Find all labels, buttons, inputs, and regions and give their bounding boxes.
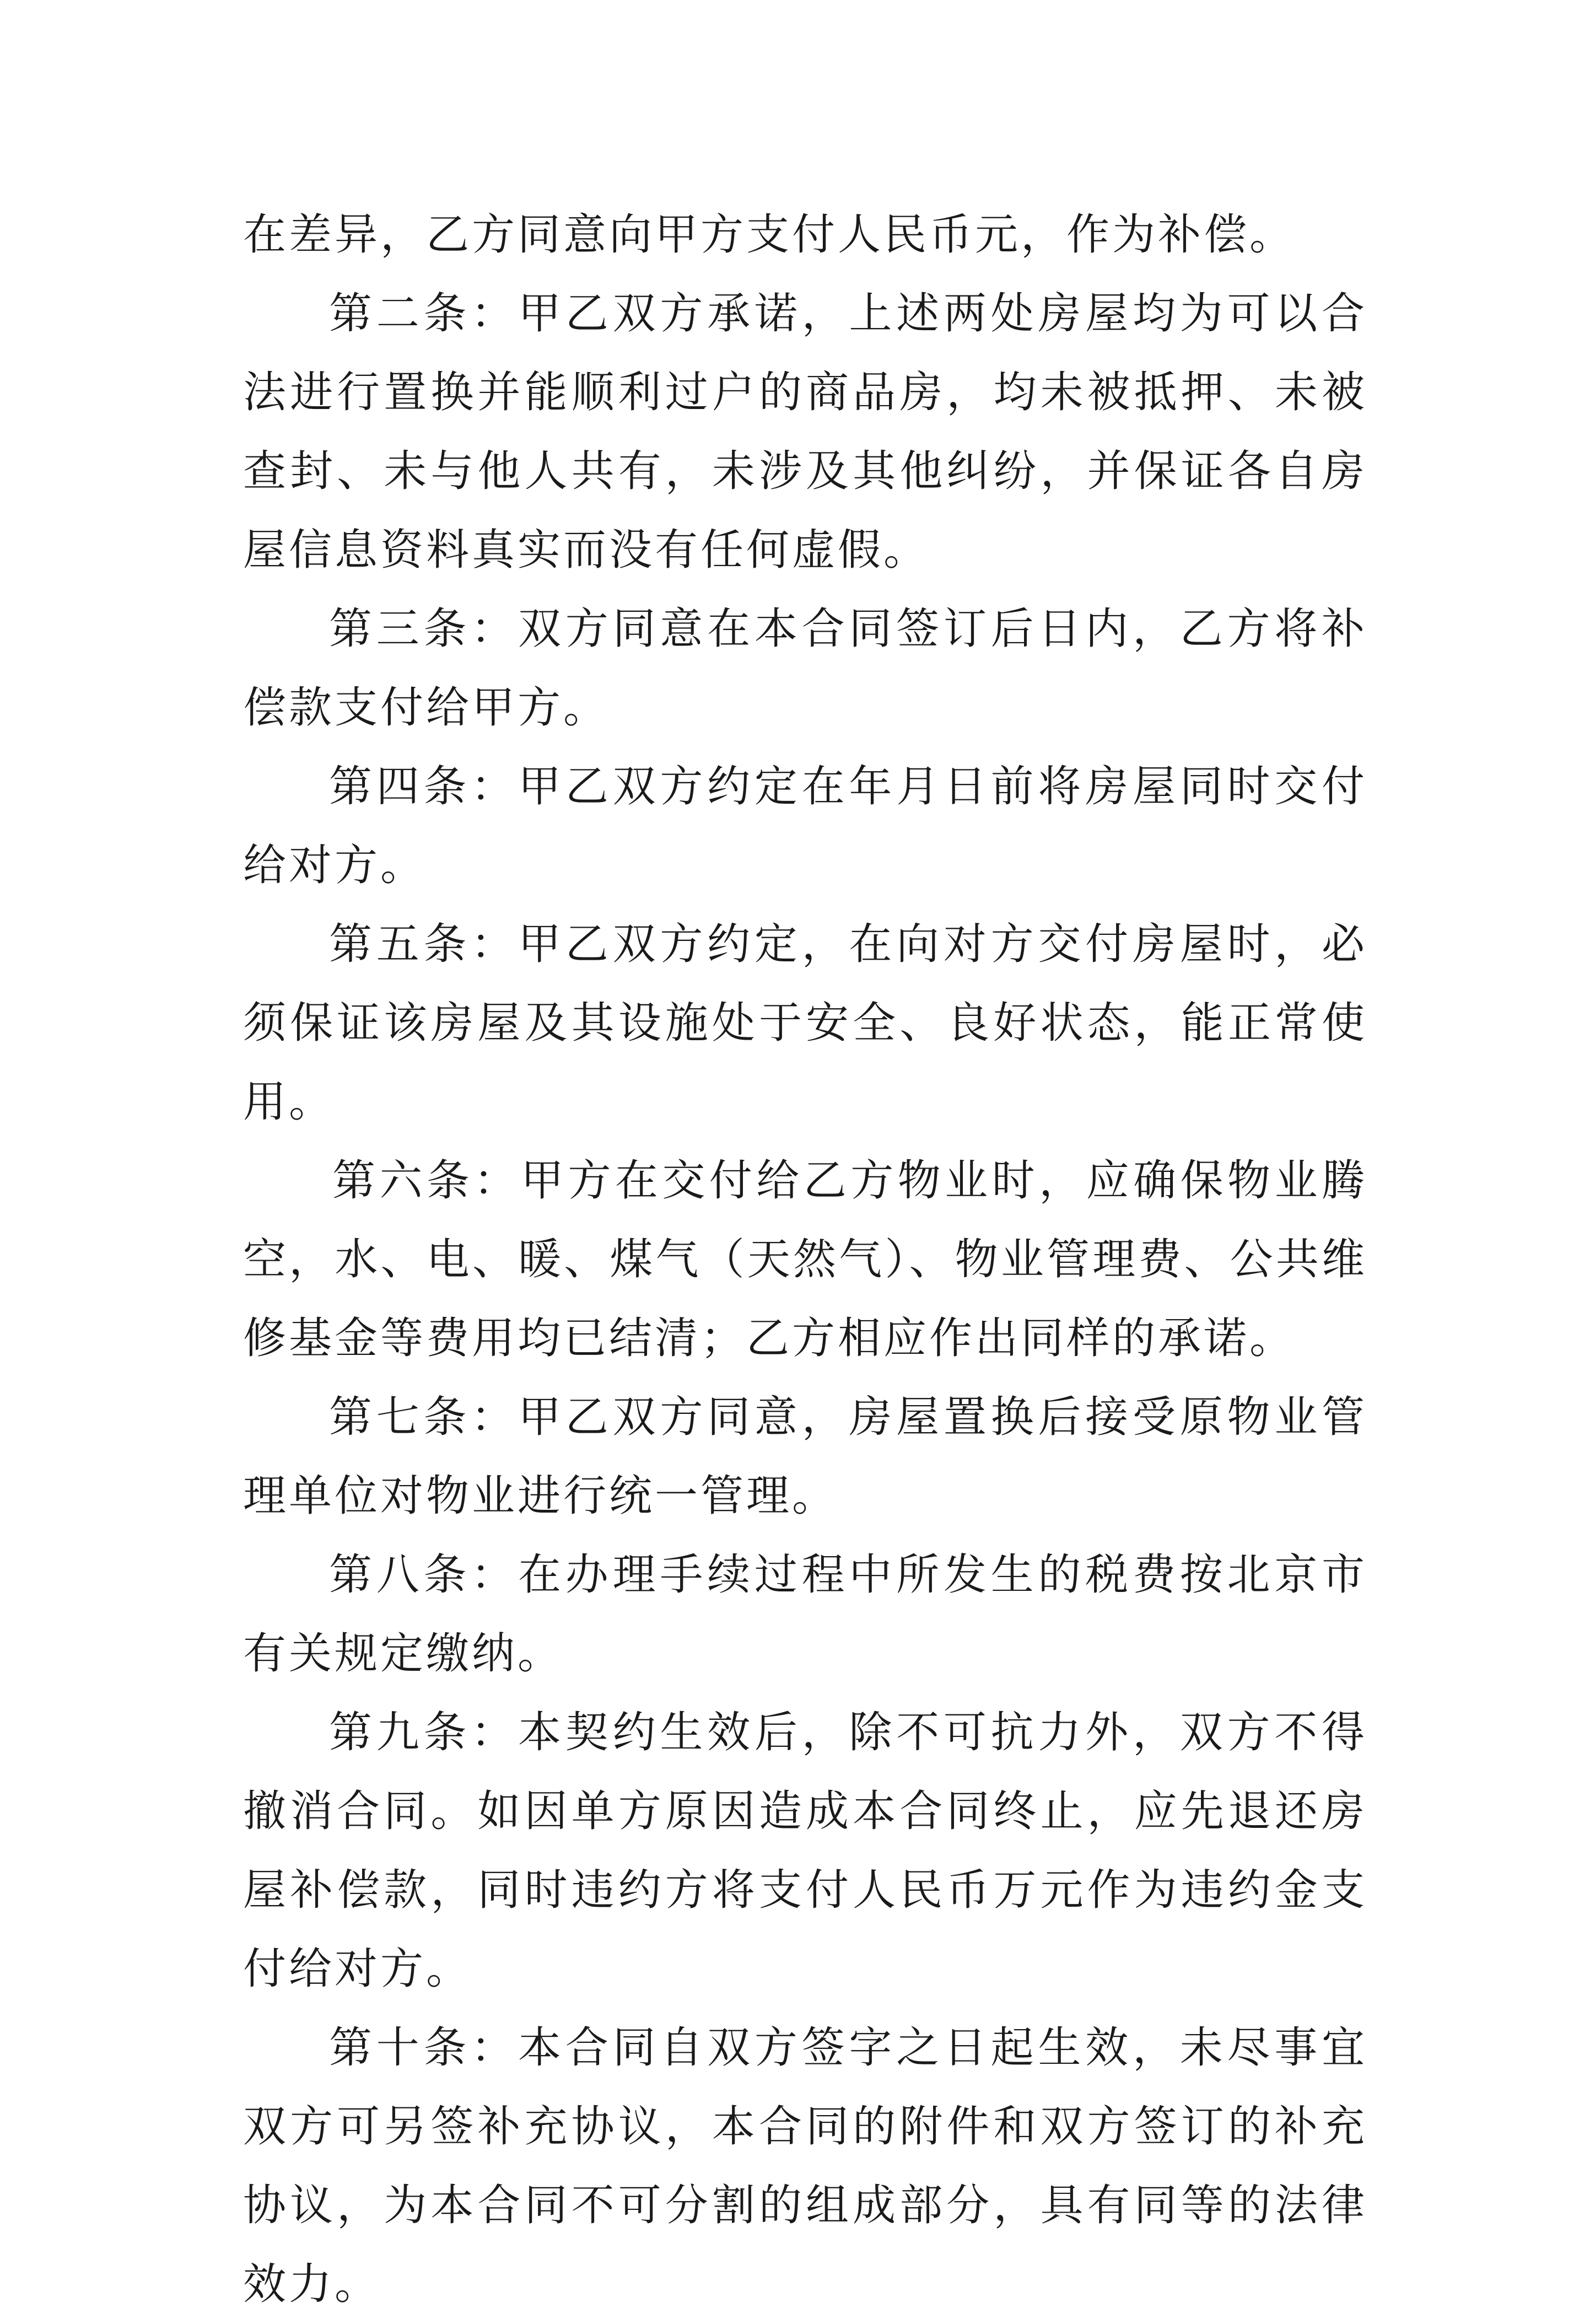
article-8: 第八条：在办理手续过程中所发生的税费按北京市有关规定缴纳。 [243, 1550, 1367, 1679]
article-6: 第六条：甲方在交付给乙方物业时，应确保物业腾空，水、电、暖、煤气（天然气）、物业管理费、公共维修基金等费用均已结清；乙方相应作出同样的承诺。 [243, 1156, 1367, 1363]
contract-body [243, 196, 1367, 2324]
article-5: 第五条：甲乙双方约定，在向对方交付房屋时，必须保证该房屋及其设施处于安全、良好状态，能正常使用。 [243, 919, 1367, 1127]
article-10: 第十条：本合同自双方签字之日起生效，未尽事宜双方可另签补充协议，本合同的附件和双方签订的补充协议，为本合同不可分割的组成部分，具有同等的法律效力。 [243, 2023, 1367, 2309]
article-7: 第七条：甲乙双方同意，房屋置换后接受原物业管理单位对物业进行统一管理。 [243, 1392, 1367, 1521]
article-3: 第三条：双方同意在本合同签订后日内，乙方将补偿款支付给甲方。 [243, 604, 1367, 733]
paragraph-continuation: 在差异，乙方同意向甲方支付人民币元，作为补偿。 [243, 210, 1296, 260]
article-2: 第二条：甲乙双方承诺，上述两处房屋均为可以合法进行置换并能顺利过户的商品房，均未被抵押、未被查封、未与他人共有，未涉及其他纠纷，并保证各自房屋信息资料真实而没有任何虚假。 [243, 289, 1367, 575]
article-4: 第四条：甲乙双方约定在年月日前将房屋同时交付给对方。 [243, 762, 1367, 890]
article-9: 第九条：本契约生效后，除不可抗力外，双方不得撤消合同。如因单方原因造成本合同终止，应先退还房屋补偿款，同时违约方将支付人民币万元作为违约金支付给对方。 [243, 1708, 1367, 1994]
